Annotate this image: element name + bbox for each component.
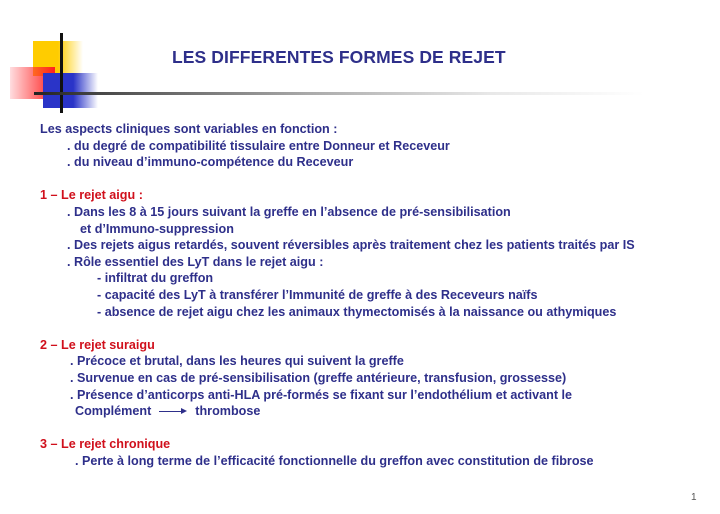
section-subitem: - absence de rejet aigu chez les animaux thymectomisés à la naissance ou athymiques <box>97 304 617 319</box>
section-item-continuation: et d’Immuno-suppression <box>80 221 234 236</box>
section-item: . Des rejets aigus retardés, souvent réversibles après traitement chez les patients traités par IS <box>67 238 635 253</box>
section-item: . Rôle essentiel des LyT dans le rejet aigu : <box>67 254 324 269</box>
section-subitem: - capacité des LyT à transférer l’Immunité de greffe à des Receveurs naïfs <box>97 287 538 302</box>
section-heading-chronic: 3 – Le rejet chronique <box>40 437 171 452</box>
complement-text: Complément <box>75 404 152 419</box>
page-number: 1 <box>691 492 697 503</box>
intro-item: . du degré de compatibilité tissulaire entre Donneur et Receveur <box>67 138 450 153</box>
spacer <box>40 171 720 188</box>
section-item: . Perte à long terme de l’efficacité fonctionnelle du greffon avec constitution de fibrose <box>75 453 594 468</box>
thrombose-text: thrombose <box>195 404 261 419</box>
arrow-right-icon <box>159 407 189 417</box>
slide-title: LES DIFFERENTES FORMES DE REJET <box>172 47 506 67</box>
spacer <box>40 320 720 337</box>
intro-item: . du niveau d’immuno-compétence du Receveur <box>67 155 354 170</box>
section-item: . Survenue en cas de pré-sensibilisation (greffe antérieure, transfusion, grossesse) <box>70 370 567 385</box>
spacer <box>40 420 720 437</box>
section-item-continuation <box>40 403 720 420</box>
section-item: . Précoce et brutal, dans les heures qui suivent la greffe <box>70 354 404 369</box>
title-underline <box>34 92 644 95</box>
section-heading-acute: 1 – Le rejet aigu : <box>40 188 143 203</box>
blue-square-shape <box>43 73 98 108</box>
slide-body <box>40 121 720 469</box>
section-item: . Dans les 8 à 15 jours suivant la greffe en l’absence de pré-sensibilisation <box>67 204 511 219</box>
vertical-line-shape <box>60 33 63 113</box>
section-subitem: - infiltrat du greffon <box>97 271 214 286</box>
decorative-logo <box>0 0 120 120</box>
section-item: . Présence d’anticorps anti-HLA pré-formés se fixant sur l’endothélium et activant le <box>70 387 573 402</box>
intro-heading: Les aspects cliniques sont variables en fonction : <box>40 122 338 136</box>
section-heading-hyperacute: 2 – Le rejet suraigu <box>40 337 155 352</box>
